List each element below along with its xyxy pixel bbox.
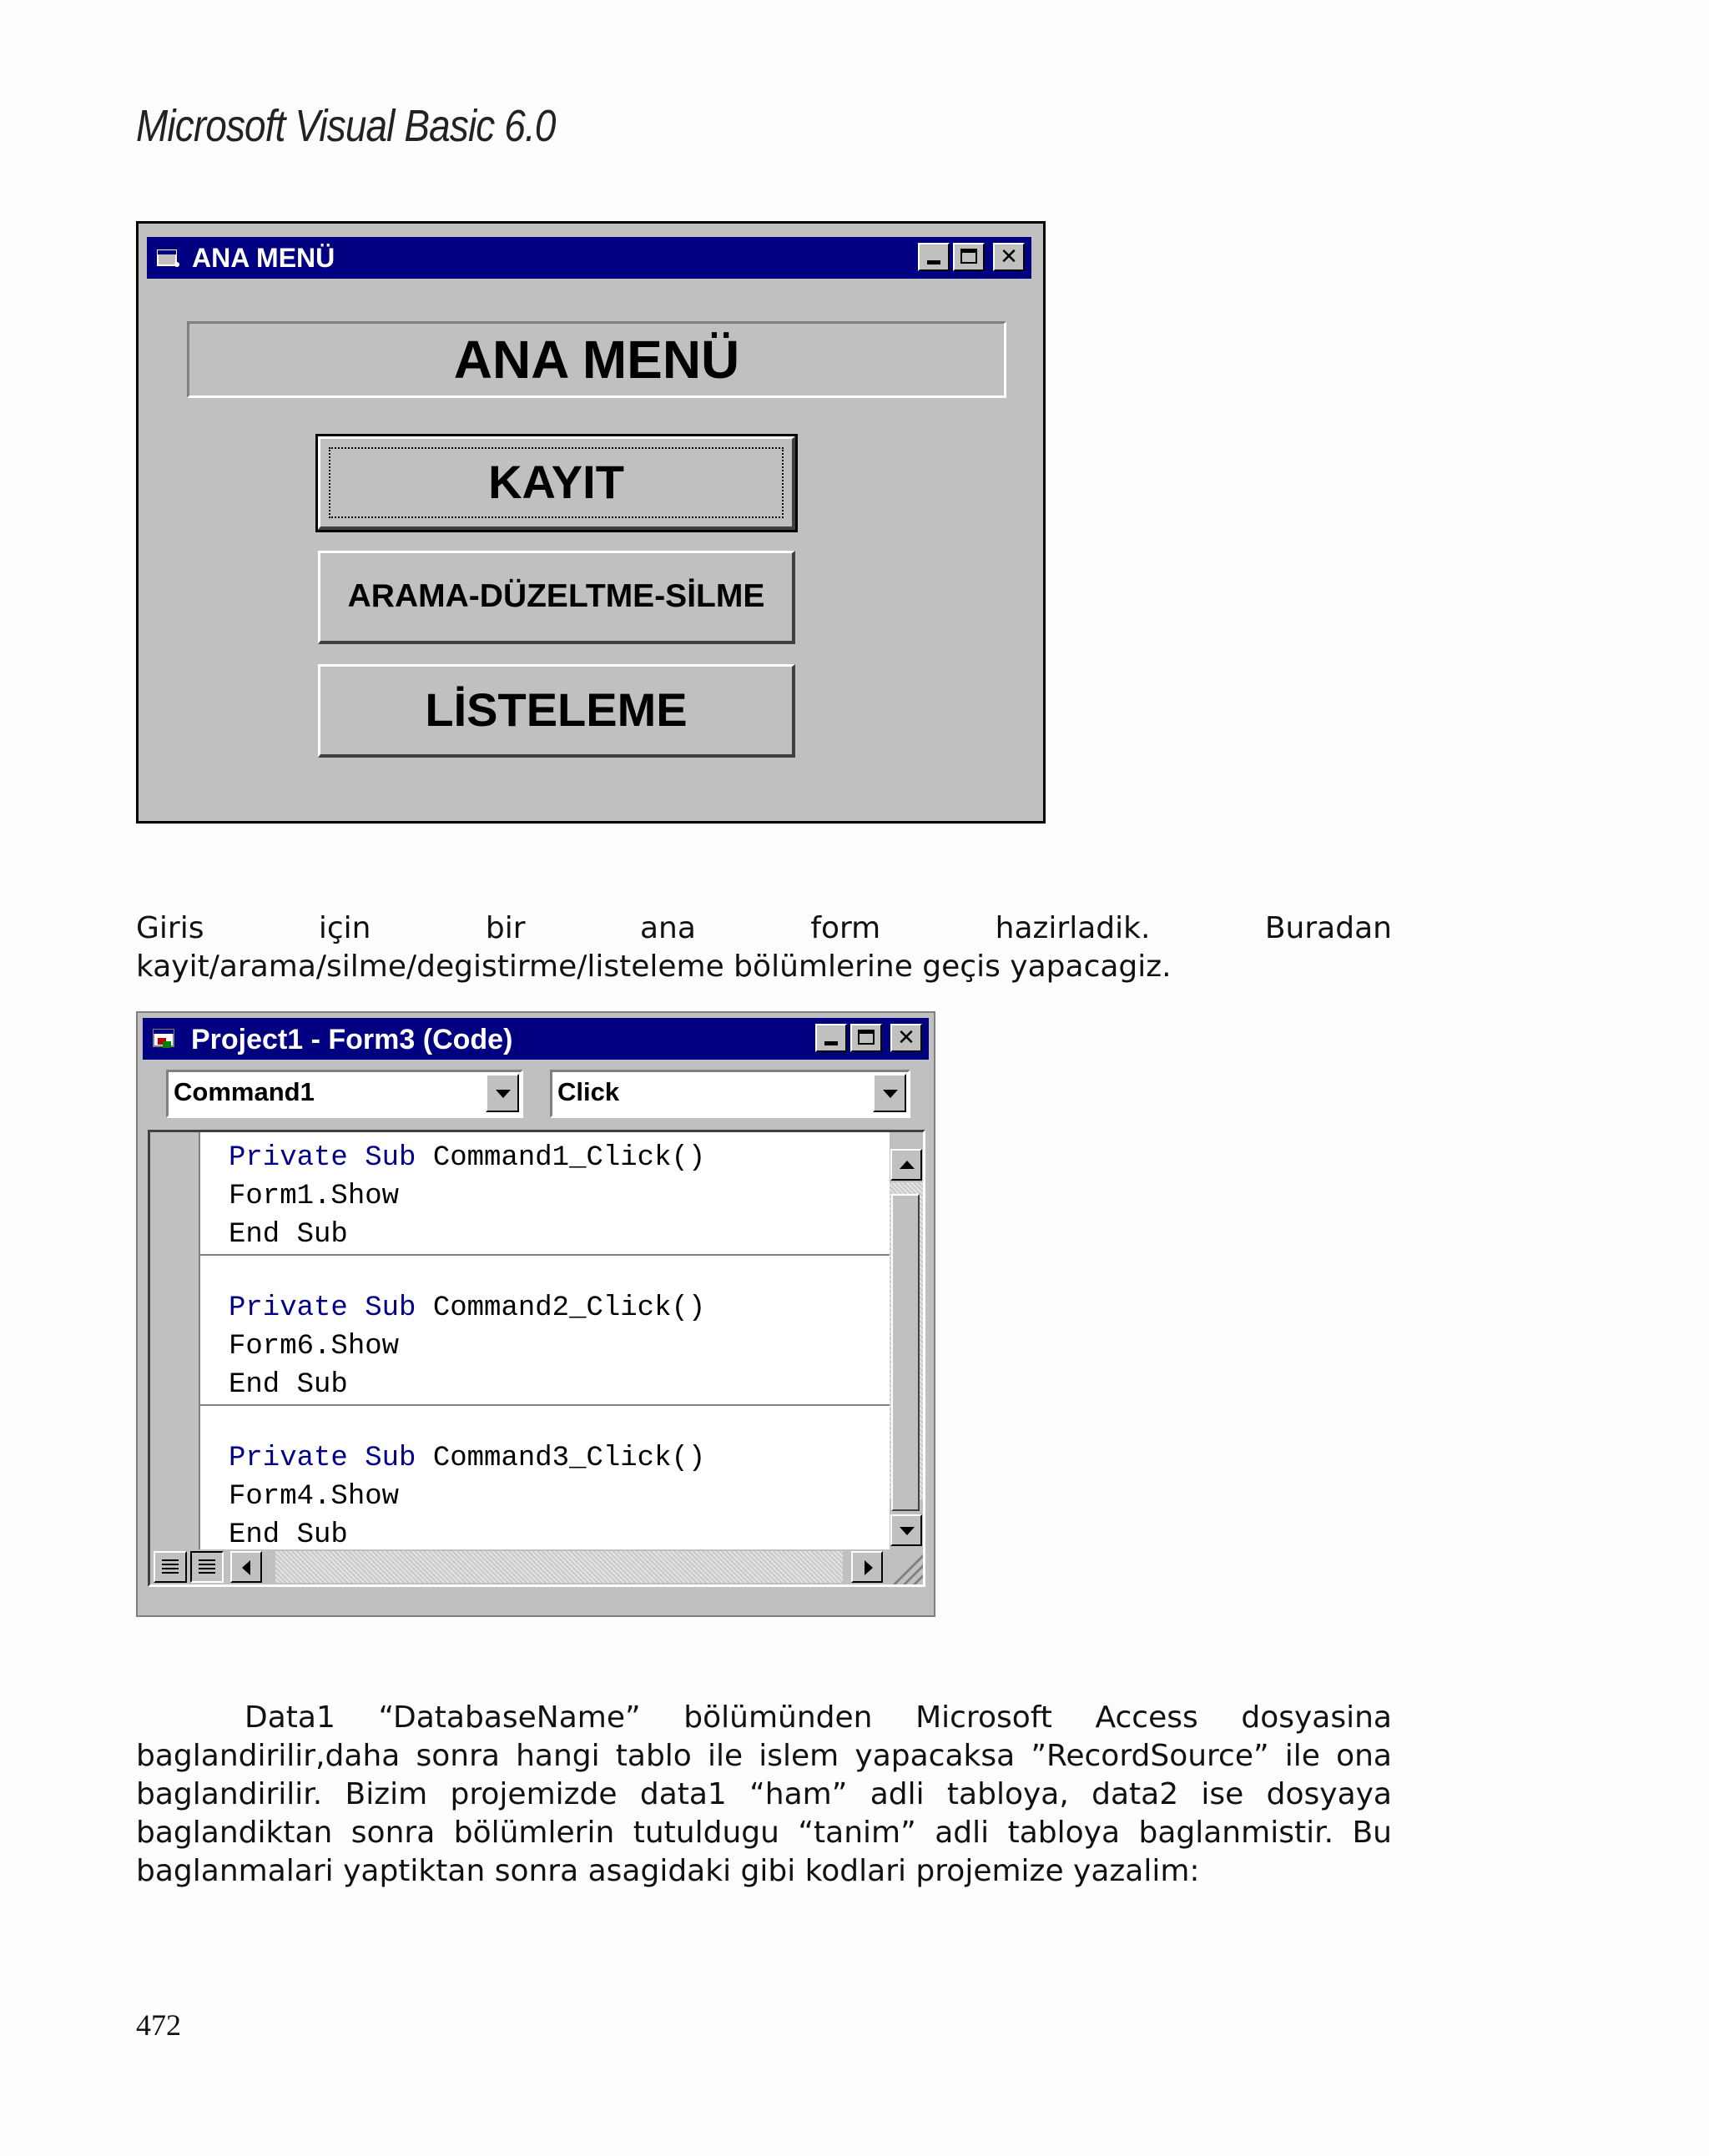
- object-combo[interactable]: [166, 1070, 523, 1118]
- code-window: [136, 1011, 935, 1617]
- vertical-scrollbar[interactable]: [890, 1132, 923, 1549]
- horizontal-scrollbar[interactable]: [150, 1549, 923, 1584]
- code-line: Form1.Show: [229, 1181, 400, 1212]
- page-number: 472: [136, 2008, 181, 2042]
- listeleme-button[interactable]: [318, 664, 795, 758]
- margin-indicator-bar[interactable]: [150, 1132, 200, 1549]
- full-module-view-button[interactable]: [190, 1551, 224, 1583]
- word: için: [318, 911, 371, 945]
- close-button[interactable]: [993, 243, 1025, 271]
- paragraph-intro-line2: kayit/arama/silme/degistirme/listeleme bölümlerine geçis yapacagiz.: [136, 950, 1172, 984]
- code-line: End Sub: [229, 1369, 348, 1401]
- ana-menu-heading-label: ANA MENÜ: [187, 321, 1006, 398]
- resize-grip-icon[interactable]: [890, 1551, 923, 1584]
- code-line: Private Sub Command3_Click(): [229, 1443, 706, 1474]
- code-line: Form6.Show: [229, 1331, 400, 1363]
- code-window-caption-buttons: [815, 1024, 922, 1052]
- code-line: End Sub: [229, 1519, 348, 1549]
- word: Giris: [136, 911, 204, 945]
- project-icon: [153, 1028, 176, 1050]
- listeleme-button-label: LİSTELEME: [425, 683, 688, 736]
- object-combo-value: Command1: [174, 1077, 315, 1106]
- paragraph-data-binding-text: Data1 “DatabaseName” bölümünden Microsoft Access dosyasina baglandirilir,daha sonra hangi tablo ile islem yapacaksa ”RecordSource” ile ona baglandirilir. Bizim projemizde data1 “ham” adli tabloya, data2 ise dosyaya baglandiktan sonra bölümlerin tutuldugu “tanim” adli tabloya baglanmistir. Bu baglanmalari yaptiktan sonra asagidaki gibi kodlari projemize yazalim:: [136, 1700, 1392, 1888]
- close-button[interactable]: [890, 1024, 922, 1052]
- maximize-icon: [960, 249, 977, 264]
- code-block: [200, 1289, 895, 1406]
- scroll-right-icon[interactable]: [851, 1551, 883, 1583]
- code-line: Form4.Show: [229, 1481, 400, 1513]
- full-module-view-icon: [199, 1559, 215, 1574]
- procedure-combo-value: Click: [557, 1077, 620, 1106]
- code-block: [200, 1439, 895, 1549]
- ana-menu-caption-buttons: [918, 243, 1025, 271]
- arama-duzeltme-silme-button[interactable]: [318, 551, 795, 644]
- minimize-button[interactable]: [918, 243, 950, 271]
- code-line: Private Sub Command1_Click(): [229, 1142, 706, 1174]
- code-line: End Sub: [229, 1219, 348, 1251]
- minimize-button[interactable]: [815, 1024, 847, 1052]
- chevron-down-icon[interactable]: [486, 1074, 519, 1112]
- chevron-down-icon[interactable]: [873, 1074, 906, 1112]
- procedure-view-button[interactable]: [154, 1551, 187, 1583]
- code-editor[interactable]: [148, 1130, 925, 1587]
- code-window-title: Project1 - Form3 (Code): [191, 1024, 513, 1055]
- minimize-icon: [824, 1041, 838, 1045]
- word: hazirladik.: [995, 911, 1151, 945]
- ana-menu-window-title: ANA MENÜ: [192, 243, 335, 273]
- maximize-button[interactable]: [953, 243, 985, 271]
- scroll-left-icon[interactable]: [230, 1551, 262, 1583]
- code-line: Private Sub Command2_Click(): [229, 1292, 706, 1324]
- kayit-button[interactable]: [318, 436, 795, 530]
- vertical-scroll-track[interactable]: [890, 1182, 923, 1499]
- page-header-title: Microsoft Visual Basic 6.0: [136, 101, 556, 151]
- procedure-view-icon: [162, 1559, 179, 1574]
- minimize-icon: [927, 260, 940, 264]
- code-block: [200, 1139, 895, 1256]
- vertical-scroll-thumb[interactable]: [891, 1194, 920, 1511]
- maximize-icon: [858, 1030, 875, 1045]
- word: form: [810, 911, 881, 945]
- arama-button-label: ARAMA-DÜZELTME-SİLME: [347, 578, 765, 614]
- word: Buradan: [1264, 911, 1392, 945]
- scroll-down-icon[interactable]: [890, 1514, 922, 1546]
- paragraph-intro-line1: [136, 909, 1392, 948]
- horizontal-scroll-track[interactable]: [275, 1551, 843, 1583]
- maximize-button[interactable]: [850, 1024, 882, 1052]
- code-text-area[interactable]: [200, 1132, 895, 1549]
- ana-menu-titlebar[interactable]: [147, 237, 1031, 279]
- procedure-combo[interactable]: [550, 1070, 910, 1118]
- ana-menu-window: [136, 221, 1046, 824]
- close-icon: ✕: [897, 1025, 915, 1050]
- paragraph-data-binding: [136, 1699, 1392, 1891]
- code-window-titlebar[interactable]: [143, 1018, 929, 1060]
- paragraph-intro: [136, 909, 1392, 986]
- form-icon: [157, 247, 180, 269]
- word: bir: [485, 911, 526, 945]
- close-icon: ✕: [1000, 244, 1018, 270]
- scroll-up-icon[interactable]: [890, 1149, 922, 1181]
- word: ana: [639, 911, 696, 945]
- kayit-button-label: KAYIT: [488, 456, 624, 508]
